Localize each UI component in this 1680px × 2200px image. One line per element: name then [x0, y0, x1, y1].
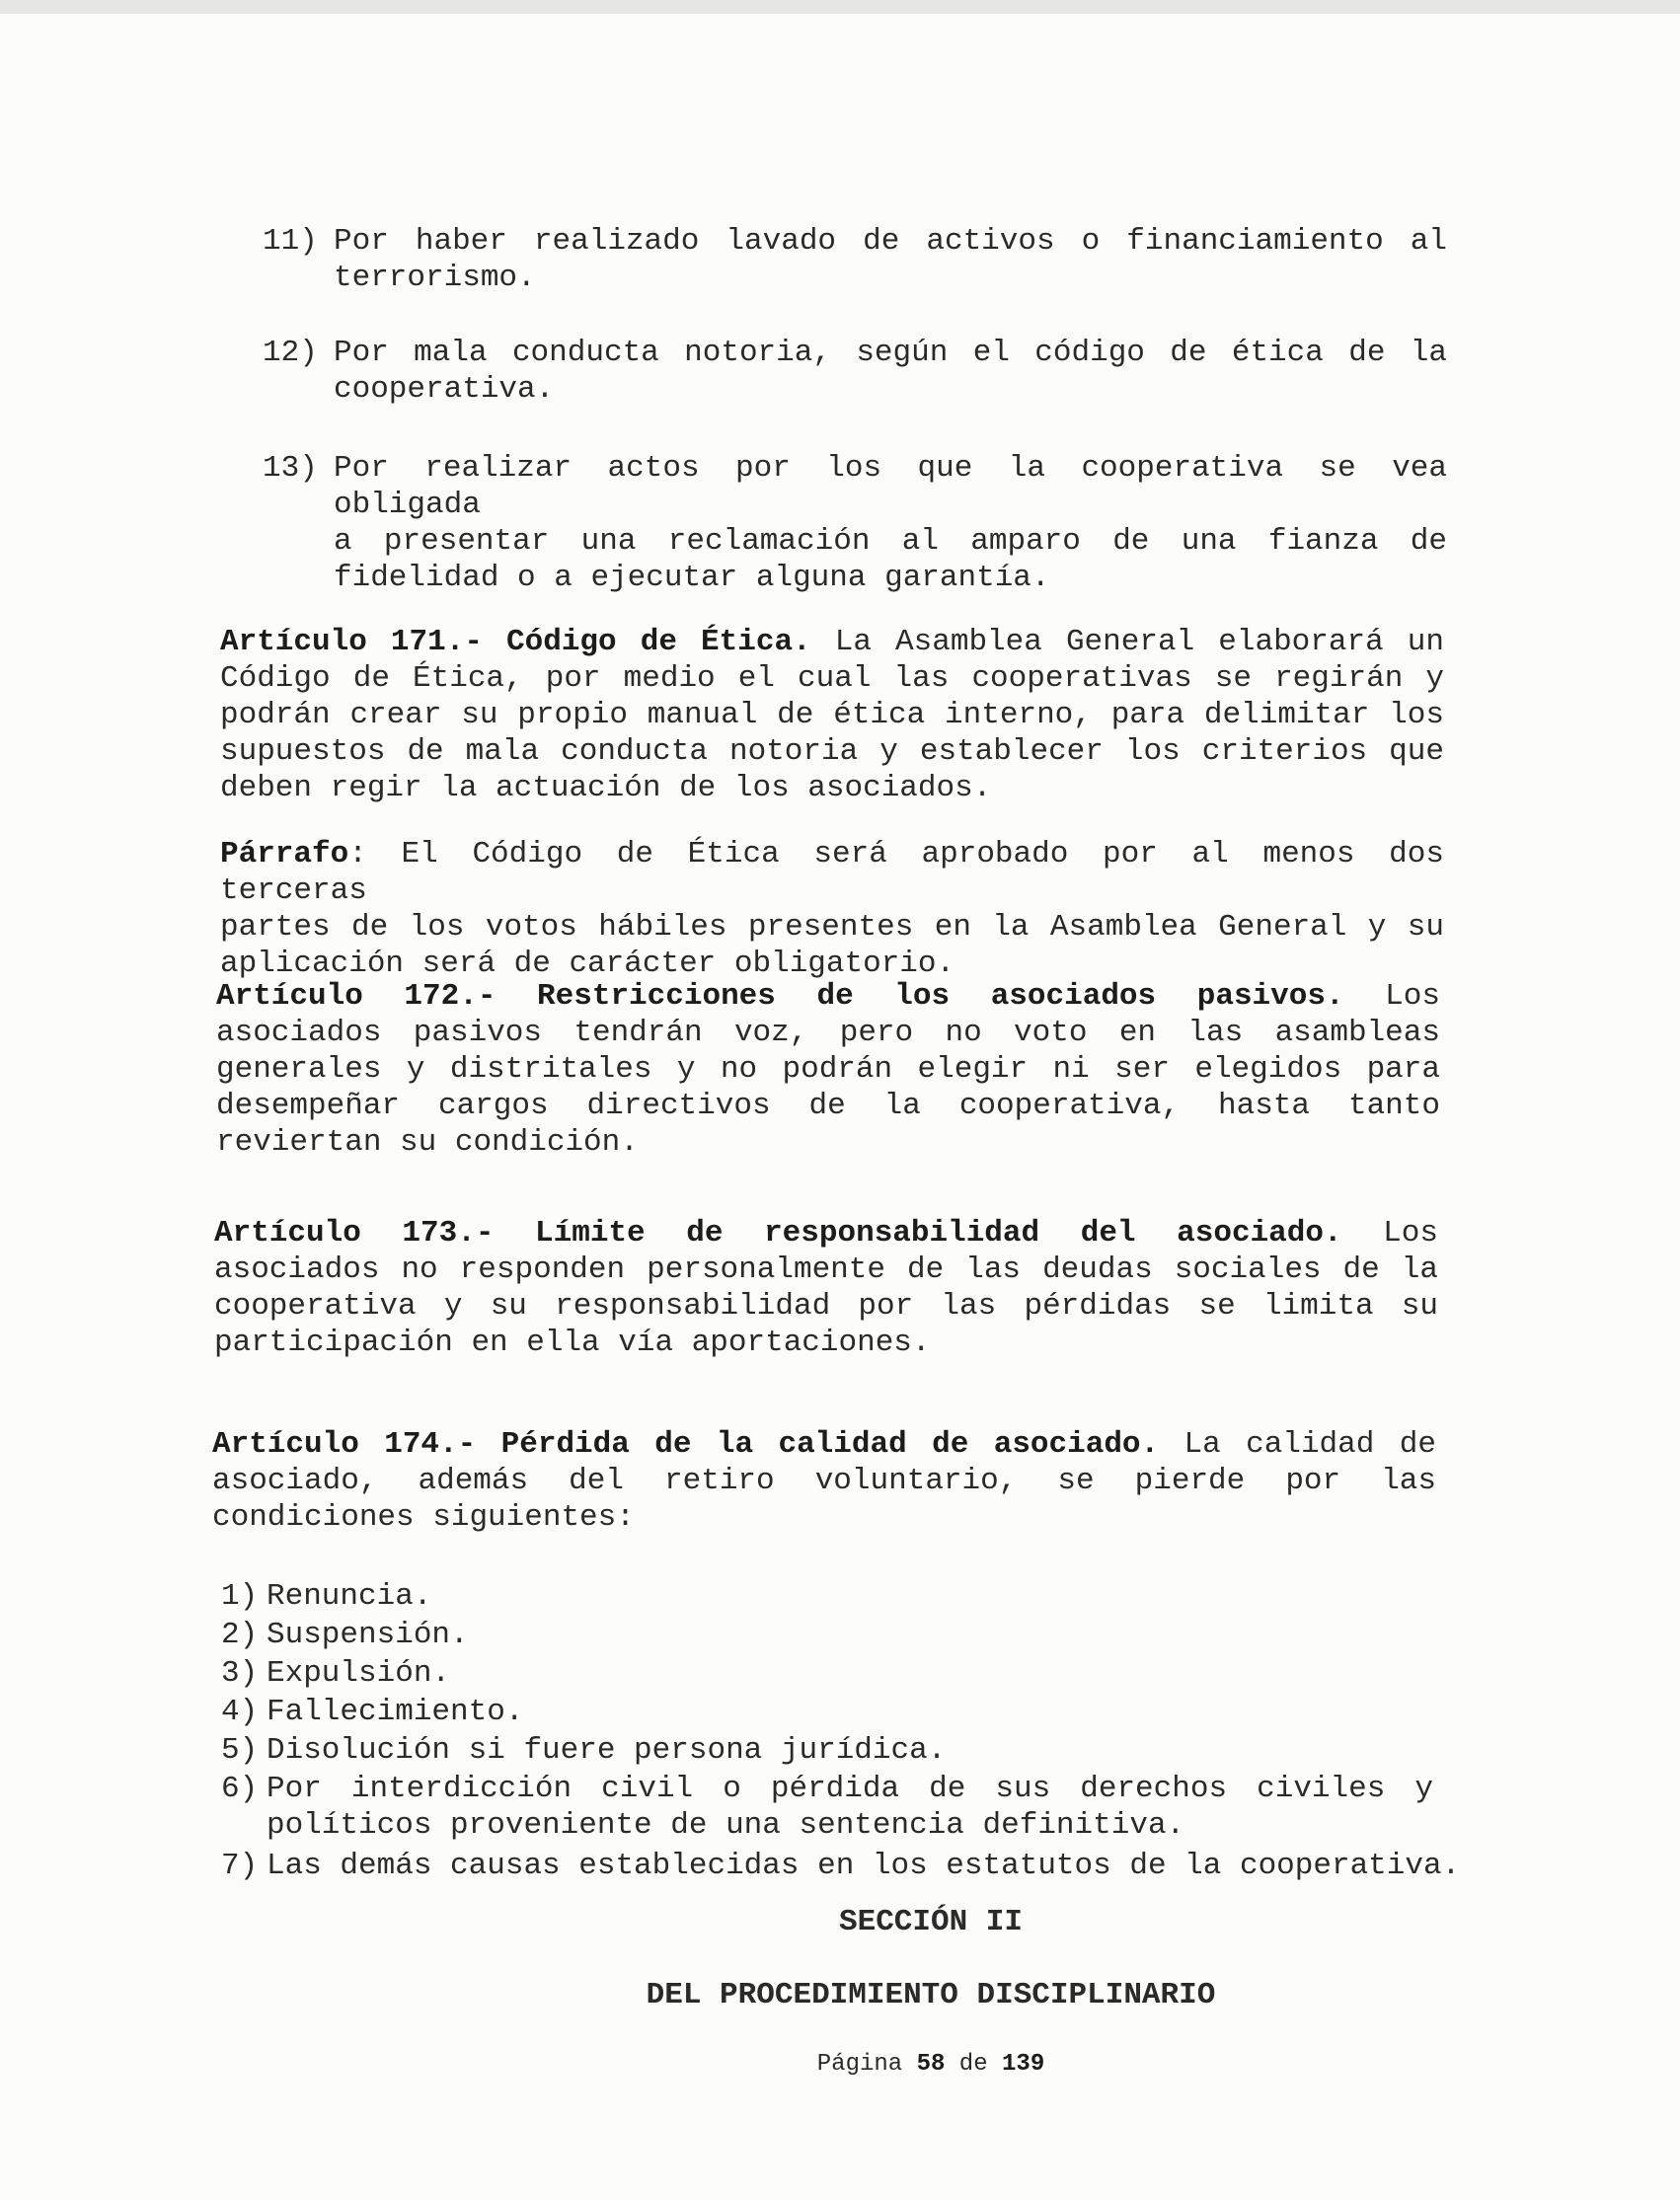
list-item-text: Suspensión.: [267, 1618, 469, 1652]
article-heading: Artículo 173.- Límite de responsabilidad del asociado.: [214, 1216, 1342, 1251]
list-number: 2): [221, 1618, 259, 1652]
article-172: [216, 978, 1440, 1161]
list-number: 12): [263, 336, 318, 370]
article-text: Los: [1341, 1216, 1438, 1251]
list-item-text: Las demás causas establecidas en los estatutos de la cooperativa.: [267, 1849, 1461, 1883]
article-text: Código de Ética, por medio el cual las cooperativas se regirán y: [220, 661, 1444, 696]
article-text: asociados no responden personalmente de las deudas sociales de la: [214, 1252, 1438, 1287]
list-item-text: Renuncia.: [267, 1579, 432, 1614]
paragraph-label: Párrafo: [220, 837, 349, 872]
article-text: La calidad de: [1159, 1427, 1436, 1462]
article-text: cooperativa y su responsabilidad por las pérdidas se limita su: [214, 1289, 1438, 1324]
footer-page-total: 139: [1002, 2051, 1045, 2078]
article-heading: Artículo 172.- Restricciones de los asociados pasivos.: [216, 979, 1344, 1014]
article-text: podrán crear su propio manual de ética interno, para delimitar los: [220, 698, 1444, 732]
list-number: 6): [221, 1772, 259, 1806]
list-number: 7): [221, 1849, 259, 1883]
list-item-text: fidelidad o a ejecutar alguna garantía.: [334, 561, 1050, 595]
article-text: supuestos de mala conducta notoria y establecer los criterios que: [220, 734, 1444, 769]
section-title: SECCIÓN II: [838, 1905, 1024, 1939]
list-item-text: terrorismo.: [334, 261, 536, 295]
footer-prefix: Página: [816, 2051, 917, 2078]
section-subtitle: DEL PROCEDIMIENTO DISCIPLINARIO: [646, 1978, 1216, 2012]
article-text: La Asamblea General elaborará un: [810, 625, 1444, 659]
scan-edge: [0, 0, 1680, 14]
list-number: 3): [221, 1656, 259, 1691]
article-173: [214, 1215, 1438, 1361]
list-number: 4): [221, 1695, 259, 1729]
article-174: [212, 1426, 1436, 1536]
article-171: [220, 624, 1444, 806]
footer-middle: de: [945, 2051, 1003, 2078]
list-number: 11): [263, 224, 318, 259]
list-item-text: Por haber realizado lavado de activos o financiamiento al: [334, 224, 1447, 259]
paragraph-note: [220, 836, 1444, 982]
article-text: condiciones siguientes:: [212, 1500, 635, 1535]
list-item-text: Fallecimiento.: [267, 1695, 524, 1729]
article-text: reviertan su condición.: [216, 1125, 639, 1160]
article-heading: Artículo 171.- Código de Ética.: [220, 625, 811, 659]
list-item-text: Expulsión.: [267, 1656, 451, 1691]
paragraph-text: aplicación será de carácter obligatorio.: [220, 947, 955, 981]
article-heading: Artículo 174.- Pérdida de la calidad de asociado.: [212, 1427, 1160, 1462]
list-item-text: Por interdicción civil o pérdida de sus derechos civiles y: [267, 1772, 1433, 1806]
article-text: asociado, además del retiro voluntario, se pierde por las: [212, 1464, 1436, 1498]
article-text: Los: [1343, 979, 1440, 1014]
list-item-text: Por mala conducta notoria, según el código de ética de la: [334, 336, 1447, 370]
footer-page-number: 58: [916, 2051, 946, 2078]
article-text: asociados pasivos tendrán voz, pero no voto en las asambleas: [216, 1016, 1440, 1050]
list-number: 1): [221, 1579, 259, 1614]
page-footer: [0, 2046, 1680, 2083]
paragraph-text: : El Código de Ética será aprobado por al menos dos terceras: [220, 837, 1444, 908]
list-item-text: Por realizar actos por los que la cooperativa se vea obligada: [334, 451, 1447, 522]
list-item-text: Disolución si fuere persona jurídica.: [267, 1733, 947, 1768]
list-item-text: cooperativa.: [334, 372, 555, 407]
list-item-text: a presentar una reclamación al amparo de una fianza de: [334, 524, 1447, 559]
list-number: 5): [221, 1733, 259, 1768]
article-text: generales y distritales y no podrán elegir ni ser elegidos para: [216, 1052, 1440, 1087]
article-text: participación en ella vía aportaciones.: [214, 1326, 931, 1360]
article-text: desempeñar cargos directivos de la cooperativa, hasta tanto: [216, 1089, 1440, 1123]
article-text: deben regir la actuación de los asociados.: [220, 771, 992, 805]
list-item-text: políticos proveniente de una sentencia definitiva.: [267, 1808, 1185, 1843]
list-number: 13): [263, 451, 318, 486]
paragraph-text: partes de los votos hábiles presentes en la Asamblea General y su: [220, 910, 1444, 945]
